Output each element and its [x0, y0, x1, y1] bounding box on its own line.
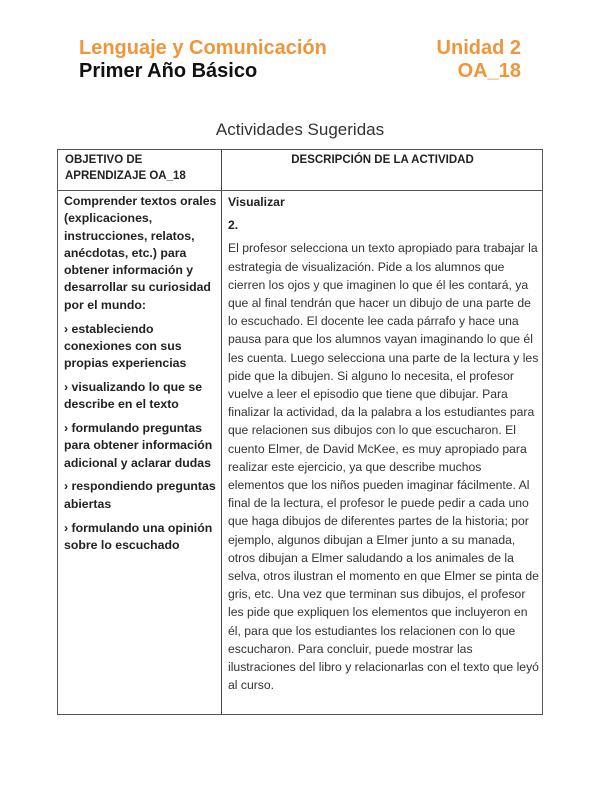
document-header-right — [437, 36, 521, 82]
column-divider — [221, 150, 222, 714]
column-header-objective: OBJETIVO DE APRENDIZAJE OA_18 — [65, 154, 186, 182]
unit-label: Unidad 2 — [436, 37, 521, 59]
column-header-description: DESCRIPCIÓN DE LA ACTIVIDAD — [291, 154, 474, 166]
header-row-divider — [58, 190, 542, 191]
activity-title: Visualizar — [228, 195, 285, 209]
activity-description-cell — [228, 193, 540, 694]
activity-body: El profesor selecciona un texto apropiado para trabajar la estrategia de visualización. Pide a los alumnos que cierren los ojos y que imaginen lo que él les contará, ya que al final tendrán que hacer un dibujo de una parte de lo escuchado. El docente lee cada párrafo y hace una pausa para que los alumnos vayan imaginando lo que él les cuenta. Luego selecciona una parte de la lectura y les pide que la dibujen. Si alguno lo necesita, el profesor vuelve a leer el episodio que tiene que dibujar. Para finalizar la actividad, da la palabra a los estudiantes para que relacionen sus dibujos con lo que escucharon. El cuento Elmer, de David McKee, es muy apropiado para realizar este ejercicio, ya que describe muchos elementos que los niños pueden imaginar fácilmente. Al final de la lectura, el profesor le puede pedir a cada uno que haga dibujos de diferentes partes de la historia; por ejemplo, algunos dibujan a Elmer junto a su manada, otros dibujan a Elmer saludando a los animales de la selva, otros ilustran el momento en que Elmer se pinta de gris, etc. Una vez que terminan sus dibujos, el profesor les pide que expliquen los elementos que incluyeron en él, para que los estudiantes los relacionen con lo que escucharon. Para concluir, puede mostrar las ilustraciones del libro y relacionarlas con el texto que leyó al curso. — [228, 241, 539, 693]
objective-item: › respondiendo preguntas abiertas — [64, 479, 216, 511]
objective-intro: Comprender textos orales (explicaciones, instrucciones, relatos, anécdotas, etc.) para obtener información y desarrollar su curiosidad por el mundo: — [64, 194, 217, 312]
objective-cell — [64, 193, 218, 561]
oa-code-label: OA_18 — [457, 60, 521, 82]
objective-item: › formulando una opinión sobre lo escuchado — [64, 520, 213, 552]
objective-item: › visualizando lo que se describe en el texto — [64, 379, 203, 412]
subject-title: Lenguaje y Comunicación — [79, 37, 327, 59]
objective-item: › estableciendo conexiones con sus propias experiencias — [64, 321, 187, 371]
objective-item: › formulando preguntas para obtener información adicional y aclarar dudas — [64, 421, 213, 470]
section-title: Actividades Sugeridas — [215, 120, 385, 139]
grade-title: Primer Año Básico — [79, 60, 258, 82]
activities-table — [57, 149, 543, 715]
document-header-left — [79, 36, 327, 82]
activity-number: 2. — [228, 218, 239, 233]
